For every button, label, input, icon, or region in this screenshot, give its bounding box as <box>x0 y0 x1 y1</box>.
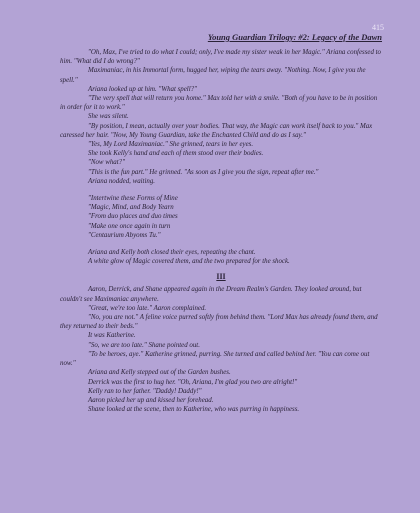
paragraph: Ariana nodded, waiting. <box>88 177 155 185</box>
paragraph: Ariana and Kelly both closed their eyes, repeating the chant. <box>88 249 256 257</box>
chant-line: "Intertwine these Forms of Mine <box>88 195 178 203</box>
chant-line: "Magic, Mind, and Body Yearn <box>88 204 174 212</box>
paragraph: "So, we are too late." Shane pointed out. <box>88 341 200 349</box>
paragraph: "Oh, Max, I've tried to do what I could; only, I've made my sister weak in her Magic." Ariana confessed to him. "What did I do wrong?" <box>60 49 381 66</box>
paragraph: Maximaniac, in his Immortal form, hugged her, wiping the tears away. "Nothing. Now, I give you the spell." <box>60 67 366 84</box>
paragraph: Ariana looked up at him. "What spell?" <box>88 85 197 93</box>
chant-line: "Make one once again in turn <box>88 222 171 230</box>
running-header: Young Guardian Trilogy: #2: Legacy of the Dawn <box>207 32 382 42</box>
page-number: 415 <box>372 23 384 32</box>
paragraph: Kelly ran to her father. "Daddy! Daddy!" <box>88 387 202 395</box>
paragraph: Aaron picked her up and kissed her forehead. <box>88 396 214 404</box>
chant-line: "From duo places and duo times <box>88 213 178 221</box>
chant-block <box>60 194 382 240</box>
paragraph: It was Katherine. <box>88 332 136 340</box>
paragraph: "The very spell that will return you home." Max told her with a smile. "Both of you have to be in position in order for it to work." <box>60 95 378 112</box>
paragraph: Derrick was the first to hug her. "Oh, Ariana, I'm glad you two are alright!" <box>88 378 298 386</box>
section-two <box>60 285 382 414</box>
section-one <box>60 48 382 186</box>
paragraph: Aaron, Derrick, and Shane appeared again in the Dream Realm's Garden. They looked around, but couldn't see Maximaniac anywhere. <box>60 286 362 303</box>
section-one-end <box>60 248 382 266</box>
paragraph: "This is the fun part." He grinned. "As soon as I give you the sign, repeat after me." <box>88 168 319 176</box>
paragraph: "Great, we're too late." Aaron complained. <box>88 304 207 312</box>
spacer <box>60 240 382 248</box>
paragraph: "By position, I mean, actually over your bodies. That way, the Magic can work itself back to you." Max caressed her hair. "Now, My Young Guardian, take the Enchanted Child and do as I say." <box>60 122 373 139</box>
spacer <box>60 186 382 194</box>
paragraph: A white glow of Magic covered them, and the two prepared for the shock. <box>88 258 290 266</box>
paragraph: "No, you are not." A feline voice purred softly from behind them. "Lord Max has already found them, and they returned to their beds." <box>60 314 378 331</box>
paragraph: "To be heroes, aye." Katherine grinned, purring. She turned and called behind her. "You can come out now." <box>60 350 370 368</box>
paragraph: Shane looked at the scene, then to Katherine, who was purring in happiness. <box>88 406 300 414</box>
paragraph: She took Kelly's hand and each of them stood over their bodies. <box>88 150 264 158</box>
chant-line: "Centaurium Abyoms Tu." <box>88 231 161 239</box>
paragraph: Ariana and Kelly stepped out of the Garden bushes. <box>88 369 231 377</box>
paragraph: "Now what?" <box>88 159 125 167</box>
paragraph: "Yes, My Lord Maximaniac." She grinned, tears in her eyes. <box>88 141 254 149</box>
section-marker: III <box>216 272 226 282</box>
paragraph: She was silent. <box>88 113 129 121</box>
